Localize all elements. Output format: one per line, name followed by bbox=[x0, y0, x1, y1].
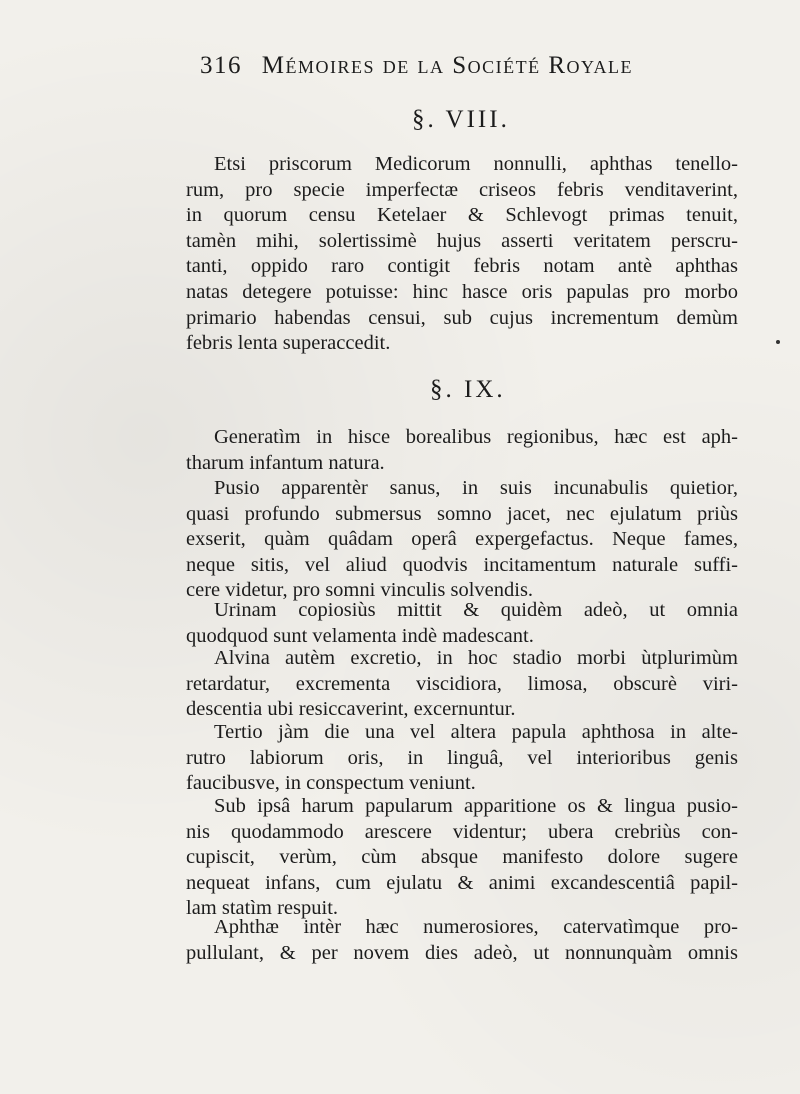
text-line: in quorum censu Ketelaer & Schlevogt primas tenuit, bbox=[186, 204, 738, 227]
text-line: exserit, quàm quâdam operâ expergefactus. Neque fames, bbox=[186, 528, 738, 551]
text-line: primario habendas censui, sub cujus incrementum demùm bbox=[186, 306, 738, 329]
paragraph bbox=[186, 425, 738, 476]
paragraph bbox=[186, 720, 738, 797]
text-line: lam statìm respuit. bbox=[186, 897, 339, 920]
text-line: rum, pro specie imperfectæ criseos febris venditaverint, bbox=[186, 178, 738, 201]
paragraph bbox=[186, 646, 738, 723]
text-line: Sub ipsâ harum papularum apparitione os & lingua pusio- bbox=[214, 795, 738, 817]
text-line: neque sitis, vel aliud quodvis incitamentum naturale suffi- bbox=[186, 553, 738, 576]
text-line: Etsi priscorum Medicorum nonnulli, aphthas tenello- bbox=[214, 153, 738, 175]
text-line: quodquod sunt velamenta indè madescant. bbox=[186, 624, 534, 647]
paragraph bbox=[186, 152, 738, 357]
text-line: retardatur, excrementa viscidiora, limosa, obscurè viri- bbox=[186, 672, 738, 695]
text-line: tamèn mihi, solertissimè hujus asserti veritatem perscru- bbox=[186, 229, 738, 252]
text-line: faucibusve, in conspectum veniunt. bbox=[186, 772, 476, 795]
paragraph bbox=[186, 915, 738, 966]
text-line: natas detegere potuisse: hinc hasce oris papulas pro morbo bbox=[186, 280, 738, 303]
page-number: 316 bbox=[200, 52, 242, 79]
paragraph bbox=[186, 794, 738, 922]
text-line: pullulant, & per novem dies adeò, ut nonnunquàm omnis bbox=[186, 941, 738, 964]
section-heading-viii: §. VIII. bbox=[412, 106, 510, 133]
text-line: Generatìm in hisce borealibus regionibus, hæc est aph- bbox=[214, 426, 738, 448]
text-line: nis quodammodo arescere videntur; ubera crebriùs con- bbox=[186, 820, 738, 843]
text-line: descentia ubi resiccaverint, excernuntur. bbox=[186, 698, 516, 721]
text-line: cere videtur, pro somni vinculis solvendis. bbox=[186, 579, 534, 602]
running-header bbox=[200, 52, 700, 80]
text-line: quasi profundo submersus somno jacet, nec ejulatum priùs bbox=[186, 502, 738, 525]
text-line: cupiscit, verùm, cùm absque manifesto dolore sugere bbox=[186, 846, 738, 869]
text-line: Urinam copiosiùs mittit & quidèm adeò, ut omnia bbox=[214, 599, 738, 621]
text-line: nequeat infans, cum ejulatu & animi excandescentiâ papil- bbox=[186, 871, 738, 894]
text-line: tharum infantum natura. bbox=[186, 451, 385, 474]
section-heading-ix: §. IX. bbox=[430, 376, 506, 403]
paragraph bbox=[186, 598, 738, 649]
running-title: Mémoires de la Société Royale bbox=[261, 52, 634, 79]
text-line: Tertio jàm die una vel altera papula aphthosa in alte- bbox=[214, 721, 738, 743]
text-line: Pusio apparentèr sanus, in suis incunabulis quietior, bbox=[214, 477, 738, 499]
text-line: tanti, oppido raro contigit febris notam antè aphthas bbox=[186, 255, 738, 278]
paragraph bbox=[186, 476, 738, 604]
text-line: Aphthæ intèr hæc numerosiores, catervatìmque pro- bbox=[214, 916, 738, 938]
text-line: rutro labiorum oris, in linguâ, vel interioribus genis bbox=[186, 746, 738, 769]
margin-dot bbox=[776, 340, 780, 344]
text-line: febris lenta superaccedit. bbox=[186, 332, 391, 355]
text-line: Alvina autèm excretio, in hoc stadio morbi ùtplurimùm bbox=[214, 647, 738, 669]
